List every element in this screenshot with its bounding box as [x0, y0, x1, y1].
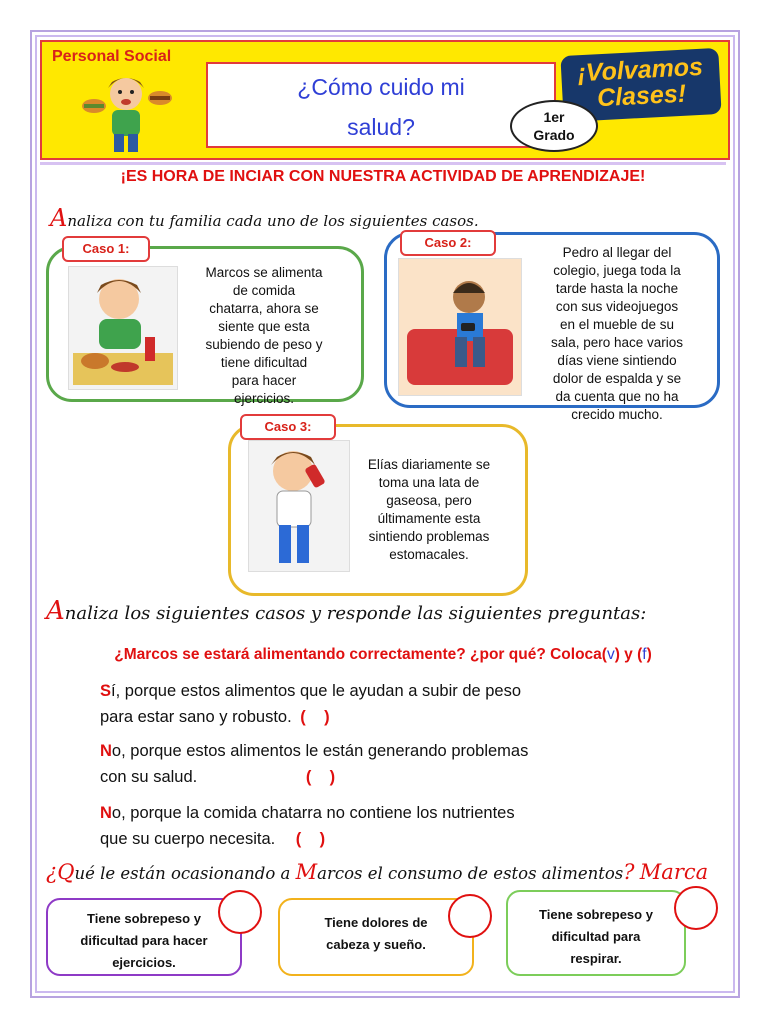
case-1-line: chatarra, ahora se: [209, 301, 319, 316]
option-3-line2: que su cuerpo necesita.: [100, 830, 276, 848]
case-3-line: toma una lata de: [378, 475, 480, 490]
answer-3-line: Tiene sobrepeso y: [539, 907, 653, 922]
case-2-line: sala, pero hace varios: [550, 335, 684, 350]
q3-open: ¿: [46, 860, 58, 884]
answer-2-mark-circle[interactable]: [448, 894, 492, 938]
v-label: v: [606, 646, 615, 663]
instruction-cap: A: [50, 204, 68, 232]
case-3-line: sintiendo problemas: [368, 529, 490, 544]
section-2-rest: naliza los siguientes casos y responde las siguientes preguntas:: [64, 603, 647, 624]
answer-card-1[interactable]: [46, 898, 242, 976]
case-2-line: dolor de espalda y se: [552, 371, 682, 386]
case-1-text: [176, 264, 352, 408]
grade-badge: [510, 100, 598, 152]
answer-card-3[interactable]: [506, 890, 686, 976]
option-3-answer-box[interactable]: ( ): [295, 830, 326, 848]
case-3-line: Elías diariamente se: [367, 457, 491, 472]
question-text: ¿Marcos se estará alimentando correctamente? ¿por qué? Coloca(: [114, 646, 607, 663]
boy-drinking-soda-illustration: [248, 440, 350, 572]
grade-line-1: 1er: [543, 109, 565, 125]
option-2: [100, 738, 600, 790]
case-2-tag: Caso 2:: [400, 230, 496, 256]
case-3-line: estomacales.: [389, 547, 469, 562]
q3-cap: Q: [57, 860, 75, 884]
subject-label: Personal Social: [52, 48, 172, 65]
title-line-1: ¿Cómo cuido mi: [297, 74, 465, 100]
case-2-line: en el mueble de su: [559, 317, 675, 332]
marcos-question: [40, 646, 726, 664]
logo-line-2: Clases!: [596, 79, 687, 113]
section-2-cap: A: [46, 596, 65, 626]
answer-2-line: cabeza y sueño.: [326, 937, 426, 952]
instruction-rest: naliza con tu familia cada uno de los siguientes casos.: [67, 212, 479, 230]
logo-line-1: ¡Volvamos: [576, 52, 704, 88]
answer-2-line: Tiene dolores de: [324, 915, 428, 930]
case-2-line: con sus videojuegos: [555, 299, 679, 314]
option-3-initial: N: [100, 804, 112, 822]
case-2-line: tarde hasta la noche: [555, 281, 679, 296]
q3-m: M: [295, 860, 318, 884]
answer-1-mark-circle[interactable]: [218, 890, 262, 934]
section-3-question: [46, 860, 708, 884]
answer-1-line: Tiene sobrepeso y: [87, 911, 201, 926]
case-3-line: últimamente esta: [377, 511, 481, 526]
option-2-answer-box[interactable]: ( ): [305, 768, 336, 786]
case-2-line: días viene sintiendo: [557, 353, 677, 368]
question-end: ): [646, 646, 652, 663]
answer-3-line: respirar.: [570, 951, 622, 966]
option-3: [100, 800, 600, 852]
q3-text-b: arcos el consumo de estos alimentos: [317, 864, 624, 883]
answer-3-mark-circle[interactable]: [674, 886, 718, 930]
boy-gaming-illustration: [398, 258, 522, 396]
answer-1-line: ejercicios.: [112, 955, 176, 970]
boy-eating-illustration: [78, 68, 176, 154]
option-1-line1: í, porque estos alimentos que le ayudan a subir de peso: [111, 682, 522, 700]
case-3-tag: Caso 3:: [240, 414, 336, 440]
option-1: [100, 678, 600, 730]
case-2-line: colegio, juega toda la: [553, 263, 681, 278]
question-mid: ) y (: [614, 646, 643, 663]
case-1-line: de comida: [232, 283, 296, 298]
grade-line-2: Grado: [533, 127, 575, 143]
case-2-line: crecido mucho.: [571, 407, 663, 422]
case-1-line: tiene dificultad: [220, 355, 308, 370]
case-1-line: Marcos se alimenta: [205, 265, 323, 280]
answer-card-2[interactable]: [278, 898, 474, 976]
q3-close: ?: [623, 860, 635, 884]
case-1-line: ejercicios.: [233, 391, 295, 406]
f-label: f: [642, 646, 647, 663]
case-1-line: para hacer: [231, 373, 297, 388]
answer-3-line: dificultad para: [551, 929, 641, 944]
option-2-initial: N: [100, 742, 112, 760]
marca-label: Marca: [639, 860, 709, 884]
q3-text-a: ué le están ocasionando a: [74, 864, 296, 883]
case-1-line: siente que esta: [218, 319, 310, 334]
option-2-line1: o, porque estos alimentos le están generando problemas: [111, 742, 529, 760]
instruction-text: [50, 204, 479, 232]
activity-banner: ¡ES HORA DE INCIAR CON NUESTRA ACTIVIDAD DE APRENDIZAJE!: [120, 168, 646, 185]
case-2-text: [524, 244, 710, 424]
answer-1-line: dificultad para hacer: [80, 933, 208, 948]
title-line-2: salud?: [347, 114, 415, 140]
case-1-line: subiendo de peso y: [205, 337, 323, 352]
option-3-line1: o, porque la comida chatarra no contiene los nutrientes: [111, 804, 515, 822]
header-divider: [40, 162, 726, 165]
section-2-instruction: [46, 596, 646, 626]
case-3-text: [346, 456, 512, 564]
case-3-line: gaseosa, pero: [386, 493, 472, 508]
option-1-answer-box[interactable]: ( ): [300, 708, 330, 726]
option-1-line2: para estar sano y robusto.: [100, 708, 292, 726]
case-2-line: da cuenta que no ha: [555, 389, 679, 404]
option-1-initial: S: [100, 682, 112, 700]
option-2-line2: con su salud.: [100, 768, 198, 786]
page-title: [206, 62, 556, 148]
boy-fast-food-illustration: [68, 266, 178, 390]
case-2-line: Pedro al llegar del: [562, 245, 672, 260]
case-1-tag: Caso 1:: [62, 236, 150, 262]
